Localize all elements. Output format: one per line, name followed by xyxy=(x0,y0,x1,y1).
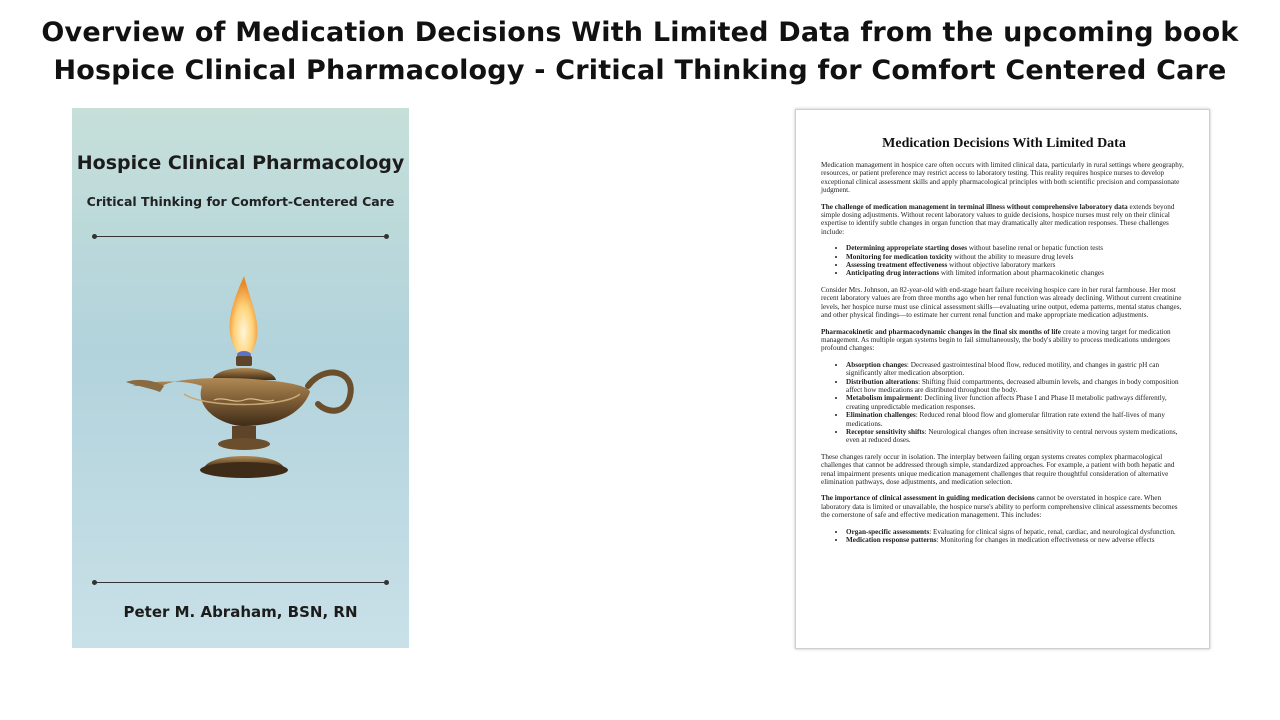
list-item-text: without the ability to measure drug levels xyxy=(952,252,1074,261)
list-item-bold: Distribution alterations xyxy=(846,377,919,386)
list-item-text: with limited information about pharmacokinetic changes xyxy=(939,269,1104,278)
cover-author: Peter M. Abraham, BSN, RN xyxy=(123,603,358,621)
list-item xyxy=(846,378,1187,395)
list-item xyxy=(846,253,1187,261)
list-item-text: : Monitoring for changes in medication effectiveness or new adverse effects xyxy=(936,536,1155,545)
assessment-paragraph xyxy=(821,494,1187,519)
list-item xyxy=(846,428,1187,445)
list-item xyxy=(846,269,1187,277)
list-item-bold: Metabolism impairment xyxy=(846,394,921,403)
isolation-paragraph: These changes rarely occur in isolation. The interplay between failing organ systems creates complex pharmacological challenges that cannot be addressed through simple, standardized approaches. For example, a patient with both hepatic and renal impairment presents unique medication management challenges that require thoughtful consideration of alternative elimination pathways, dose adjustments, and medication selection. xyxy=(821,452,1175,486)
pkpd-list xyxy=(821,361,1187,445)
list-item-bold: Organ-specific assessments xyxy=(846,527,930,536)
pkpd-lead: Pharmacokinetic and pharmacodynamic changes in the final six months of life xyxy=(821,327,1061,336)
list-item-text: : Evaluating for clinical signs of hepatic, renal, cardiac, and neurological dysfunction. xyxy=(929,527,1176,536)
list-item-bold: Elimination challenges xyxy=(846,411,916,420)
list-item xyxy=(846,411,1187,428)
challenge-paragraph xyxy=(821,203,1187,237)
list-item-bold: Monitoring for medication toxicity xyxy=(846,252,953,261)
list-item-text: : Declining liver function affects Phase I and Phase II metabolic pathways differently, creating unpredictable medication responses. xyxy=(846,394,1167,411)
assessment-text: cannot be overstated in hospice care. When laboratory data is limited or unavailable, the hospice nurse's ability to perform comprehensive clinical assessments becomes the cornerstone of safe and effective medication management. This includes: xyxy=(821,494,1178,520)
list-item xyxy=(846,244,1187,252)
assessment-lead: The importance of clinical assessment in guiding medication decisions xyxy=(821,494,1035,503)
list-item-text: without baseline renal or hepatic function tests xyxy=(967,244,1103,253)
list-item xyxy=(846,361,1187,378)
list-item-bold: Absorption changes xyxy=(846,360,907,369)
document-title: Medication Decisions With Limited Data xyxy=(882,136,1126,151)
heading-line-1: Overview of Medication Decisions With Limited Data from the upcoming book xyxy=(41,17,1239,48)
document-page xyxy=(795,109,1210,649)
list-item-bold: Receptor sensitivity shifts xyxy=(846,427,925,436)
list-item-text: without objective laboratory markers xyxy=(947,261,1056,270)
book-cover xyxy=(72,108,409,648)
case-paragraph: Consider Mrs. Johnson, an 82-year-old with end-stage heart failure receiving hospice care in her rural farmhouse. Her most recent laboratory values are from three months ago when her renal function was already declining. Without current creatinine levels, her hospice nurse must use clinical assessment skills—evaluating urine output, edema patterns, mental status changes, and other physical findings—to estimate her current renal function and make appropriate medication adjustments. xyxy=(821,285,1182,320)
list-item xyxy=(846,528,1187,536)
list-item-bold: Assessing treatment effectiveness xyxy=(846,261,948,270)
cover-title: Hospice Clinical Pharmacology xyxy=(76,152,405,174)
list-item xyxy=(846,536,1187,544)
slide-heading xyxy=(0,14,1280,90)
heading-line-2: Hospice Clinical Pharmacology - Critical Thinking for Comfort Centered Care xyxy=(53,55,1227,86)
challenge-text: extends beyond simple dosing adjustments. Without recent laboratory values to guide decisions, hospice nurses must rely on their clinical expertise to identify subtle changes in organ function that may dramatically alter medication responses. These challenges include: xyxy=(821,202,1175,236)
document-body xyxy=(821,136,1187,552)
list-item xyxy=(846,261,1187,269)
intro-paragraph: Medication management in hospice care often occurs with limited clinical data, particularly in rural settings where geography, resources, or patient preference may restrict access to laboratory testing. This reality requires hospice nurses to develop exceptional clinical assessment skills and apply pharmacological principles with both scientific precision and compassionate judgment. xyxy=(821,161,1184,195)
challenge-lead: The challenge of medication management in terminal illness without comprehensive laboratory data xyxy=(821,202,1128,211)
list-item-text: : Decreased gastrointestinal blood flow, reduced motility, and changes in gastric pH can significantly alter medication absorption. xyxy=(846,360,1160,378)
list-item-text: : Neurological changes often increase sensitivity to central nervous system medications, even at reduced doses. xyxy=(846,427,1178,445)
list-item-text: : Reduced renal blood flow and glomerular filtration rate extend the half-lives of many medications. xyxy=(846,411,1165,428)
list-item-bold: Determining appropriate starting doses xyxy=(846,244,968,253)
list-item xyxy=(846,394,1187,411)
pkpd-paragraph xyxy=(821,328,1187,353)
cover-divider-bottom xyxy=(94,582,387,583)
oil-lamp-icon xyxy=(124,268,364,483)
assessment-list xyxy=(821,528,1187,545)
challenge-list xyxy=(821,244,1187,278)
list-item-bold: Medication response patterns xyxy=(846,536,937,545)
cover-subtitle: Critical Thinking for Comfort-Centered Care xyxy=(86,194,395,209)
pkpd-text: create a moving target for medication management. As multiple organ systems begin to fail simultaneously, the body's ability to process medications undergoes profound changes: xyxy=(821,327,1171,353)
list-item-bold: Anticipating drug interactions xyxy=(846,269,940,278)
list-item-text: : Shifting fluid compartments, decreased albumin levels, and changes in body composition affect how medications are distributed throughout the body. xyxy=(846,377,1179,394)
cover-divider-top xyxy=(94,236,387,237)
